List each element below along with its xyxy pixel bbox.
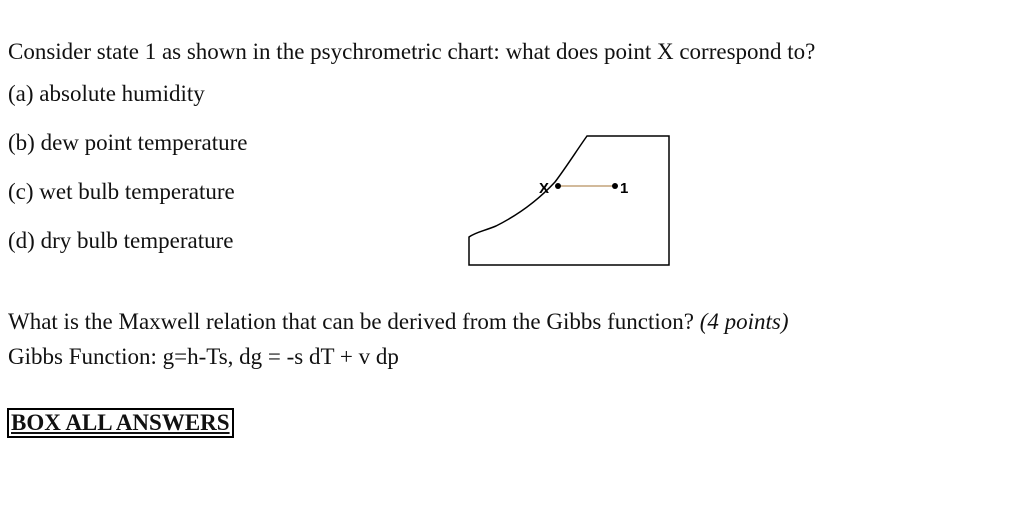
option-b [8, 129, 248, 157]
point-x-label: X [539, 180, 550, 197]
state-1-label: 1 [620, 180, 629, 197]
option-b-text: dew point temperature [40, 130, 248, 155]
option-c-text: wet bulb temperature [39, 179, 235, 204]
question-2 [8, 308, 789, 336]
question-1-text: Consider state 1 as shown in the psychrometric chart: what does point X correspond to? [8, 39, 816, 64]
state-1-marker [612, 183, 618, 189]
question-2-text: What is the Maxwell relation that can be derived from the Gibbs function? [8, 309, 694, 334]
question-2-points: (4 points) [699, 309, 789, 334]
option-a-text: absolute humidity [39, 81, 205, 106]
option-d-label: (d) [8, 228, 35, 253]
psychrometric-chart-outline [469, 136, 669, 265]
point-x-marker [555, 183, 561, 189]
option-c [8, 178, 235, 206]
option-c-label: (c) [8, 179, 34, 204]
option-b-label: (b) [8, 130, 35, 155]
box-all-answers-instruction: BOX ALL ANSWERS [7, 408, 234, 438]
option-d-text: dry bulb temperature [40, 228, 234, 253]
gibbs-function-line: Gibbs Function: g=h-Ts, dg = -s dT + v dp [8, 344, 399, 369]
psychrometric-chart-diagram [460, 128, 680, 273]
option-d [8, 227, 233, 255]
option-a-label: (a) [8, 81, 34, 106]
option-a [8, 80, 205, 108]
